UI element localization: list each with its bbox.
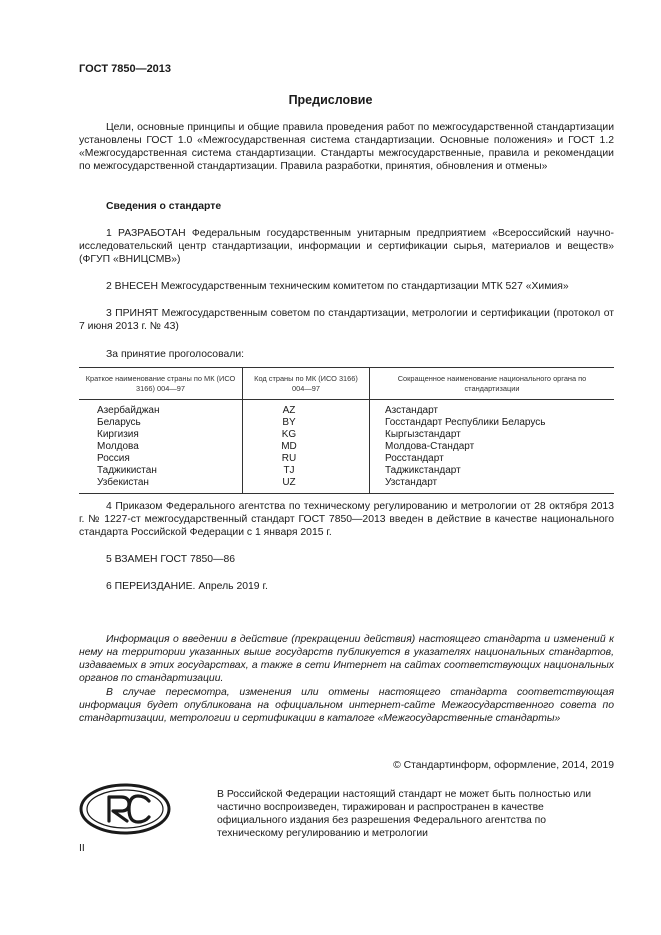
table-row: [79, 441, 614, 453]
column-header-standards-body: Сокращенное наименование национального органа по стандартизации: [370, 368, 615, 400]
table-row: [79, 417, 614, 429]
country-code-cell: BY: [243, 417, 370, 429]
document-code-header: ГОСТ 7850—2013: [79, 63, 172, 75]
country-code-cell: UZ: [243, 477, 370, 494]
page-number: II: [79, 843, 85, 854]
standards-body-cell: Кыргызстандарт: [385, 429, 461, 440]
column-header-country-code: Код страны по МК (ИСО 3166) 004—97: [243, 368, 370, 400]
item-6-reissue: 6 ПЕРЕИЗДАНИЕ. Апрель 2019 г.: [106, 581, 268, 592]
item-4-enacted-by-order: 4 Приказом Федерального агентства по техническому регулированию и метрологии от 28 октября 2013 г. № 1227-ст межгосударственный стандарт ГОСТ 7850—2013 введен в действие в качестве национального стандарта Российской Федерации с 1 января 2015 г.: [79, 501, 614, 538]
standards-body-cell: Таджикстандарт: [385, 465, 461, 476]
column-header-country-name: Краткое наименование страны по МК (ИСО 3166) 004—97: [79, 368, 243, 400]
notice-publication-info: Информация о введении в действие (прекращении действия) настоящего стандарта и изменений к нему на территории указанных выше государств публикуется в указателях национальных стандартов, издаваемых в этих государствах, а также в сети Интернет на сайтах соответствующих национальных органов по стандартизации.: [79, 634, 614, 684]
country-code-cell: MD: [243, 441, 370, 453]
country-code-cell: RU: [243, 453, 370, 465]
notice-revision-info: В случае пересмотра, изменения или отмены настоящего стандарта соответствующая информация будет опубликована на официальном интернет-сайте Межгосударственного совета по стандартизации, метрологии и сертификации в каталоге «Межгосударственные стандарты»: [79, 687, 614, 724]
country-code-cell: KG: [243, 429, 370, 441]
section-title: Предисловие: [288, 93, 373, 107]
rights-notice: В Российской Федерации настоящий стандарт не может быть полностью или частично воспроизведен, тиражирован и распространен в качестве официального издания без разрешения Федерального агентства по техническому регулированию и метрологии: [217, 789, 592, 839]
country-name-cell: Молдова: [79, 441, 243, 453]
standards-body-cell: Азстандарт: [385, 405, 439, 416]
item-3-adopted-by: 3 ПРИНЯТ Межгосударственным советом по стандартизации, метрологии и сертификации (протокол от 7 июня 2013 г. № 43): [79, 308, 614, 332]
standards-body-cell: Росстандарт: [385, 453, 444, 464]
country-name-cell: Таджикистан: [79, 465, 243, 477]
copyright-line: © Стандартинформ, оформление, 2014, 2019: [393, 760, 614, 771]
country-name-cell: Азербайджан: [79, 400, 243, 418]
item-2-submitted-by: 2 ВНЕСЕН Межгосударственным техническим комитетом по стандартизации МТК 527 «Химия»: [106, 281, 569, 292]
table-row: [79, 477, 614, 494]
table-row: [79, 429, 614, 441]
standards-body-cell: Молдова-Стандарт: [385, 441, 475, 452]
country-name-cell: Беларусь: [79, 417, 243, 429]
voting-table-header-row: [79, 368, 614, 400]
country-name-cell: Киргизия: [79, 429, 243, 441]
country-name-cell: Россия: [79, 453, 243, 465]
rst-logo-icon: [79, 783, 171, 840]
country-code-cell: AZ: [243, 400, 370, 418]
table-row: [79, 400, 614, 418]
country-code-cell: TJ: [243, 465, 370, 477]
item-5-replaces: 5 ВЗАМЕН ГОСТ 7850—86: [106, 554, 236, 565]
voted-label: За принятие проголосовали:: [106, 349, 245, 360]
standards-body-cell: Узстандарт: [370, 477, 615, 494]
table-row: [79, 465, 614, 477]
standards-body-cell: Госстандарт Республики Беларусь: [385, 417, 546, 428]
voting-table: [79, 367, 614, 494]
standard-info-heading: Сведения о стандарте: [106, 201, 222, 212]
item-1-developed-by: 1 РАЗРАБОТАН Федеральным государственным унитарным предприятием «Всероссийский научно-исследовательский центр стандартизации, информации и сертификации сырья, материалов и веществ» (ФГУП «ВНИЦСМВ»): [79, 228, 614, 265]
intro-paragraph: Цели, основные принципы и общие правила проведения работ по межгосударственной стандартизации установлены ГОСТ 1.0 «Межгосударственная система стандартизации. Основные положения» и ГОСТ 1.2 «Межгосударственная система стандартизации. Стандарты межгосударственные, правила и рекомендации по межгосударственной стандартизации. Правила разработки, принятия, обновления и отмены»: [79, 122, 614, 172]
table-row: [79, 453, 614, 465]
country-name-cell: Узбекистан: [79, 477, 243, 494]
